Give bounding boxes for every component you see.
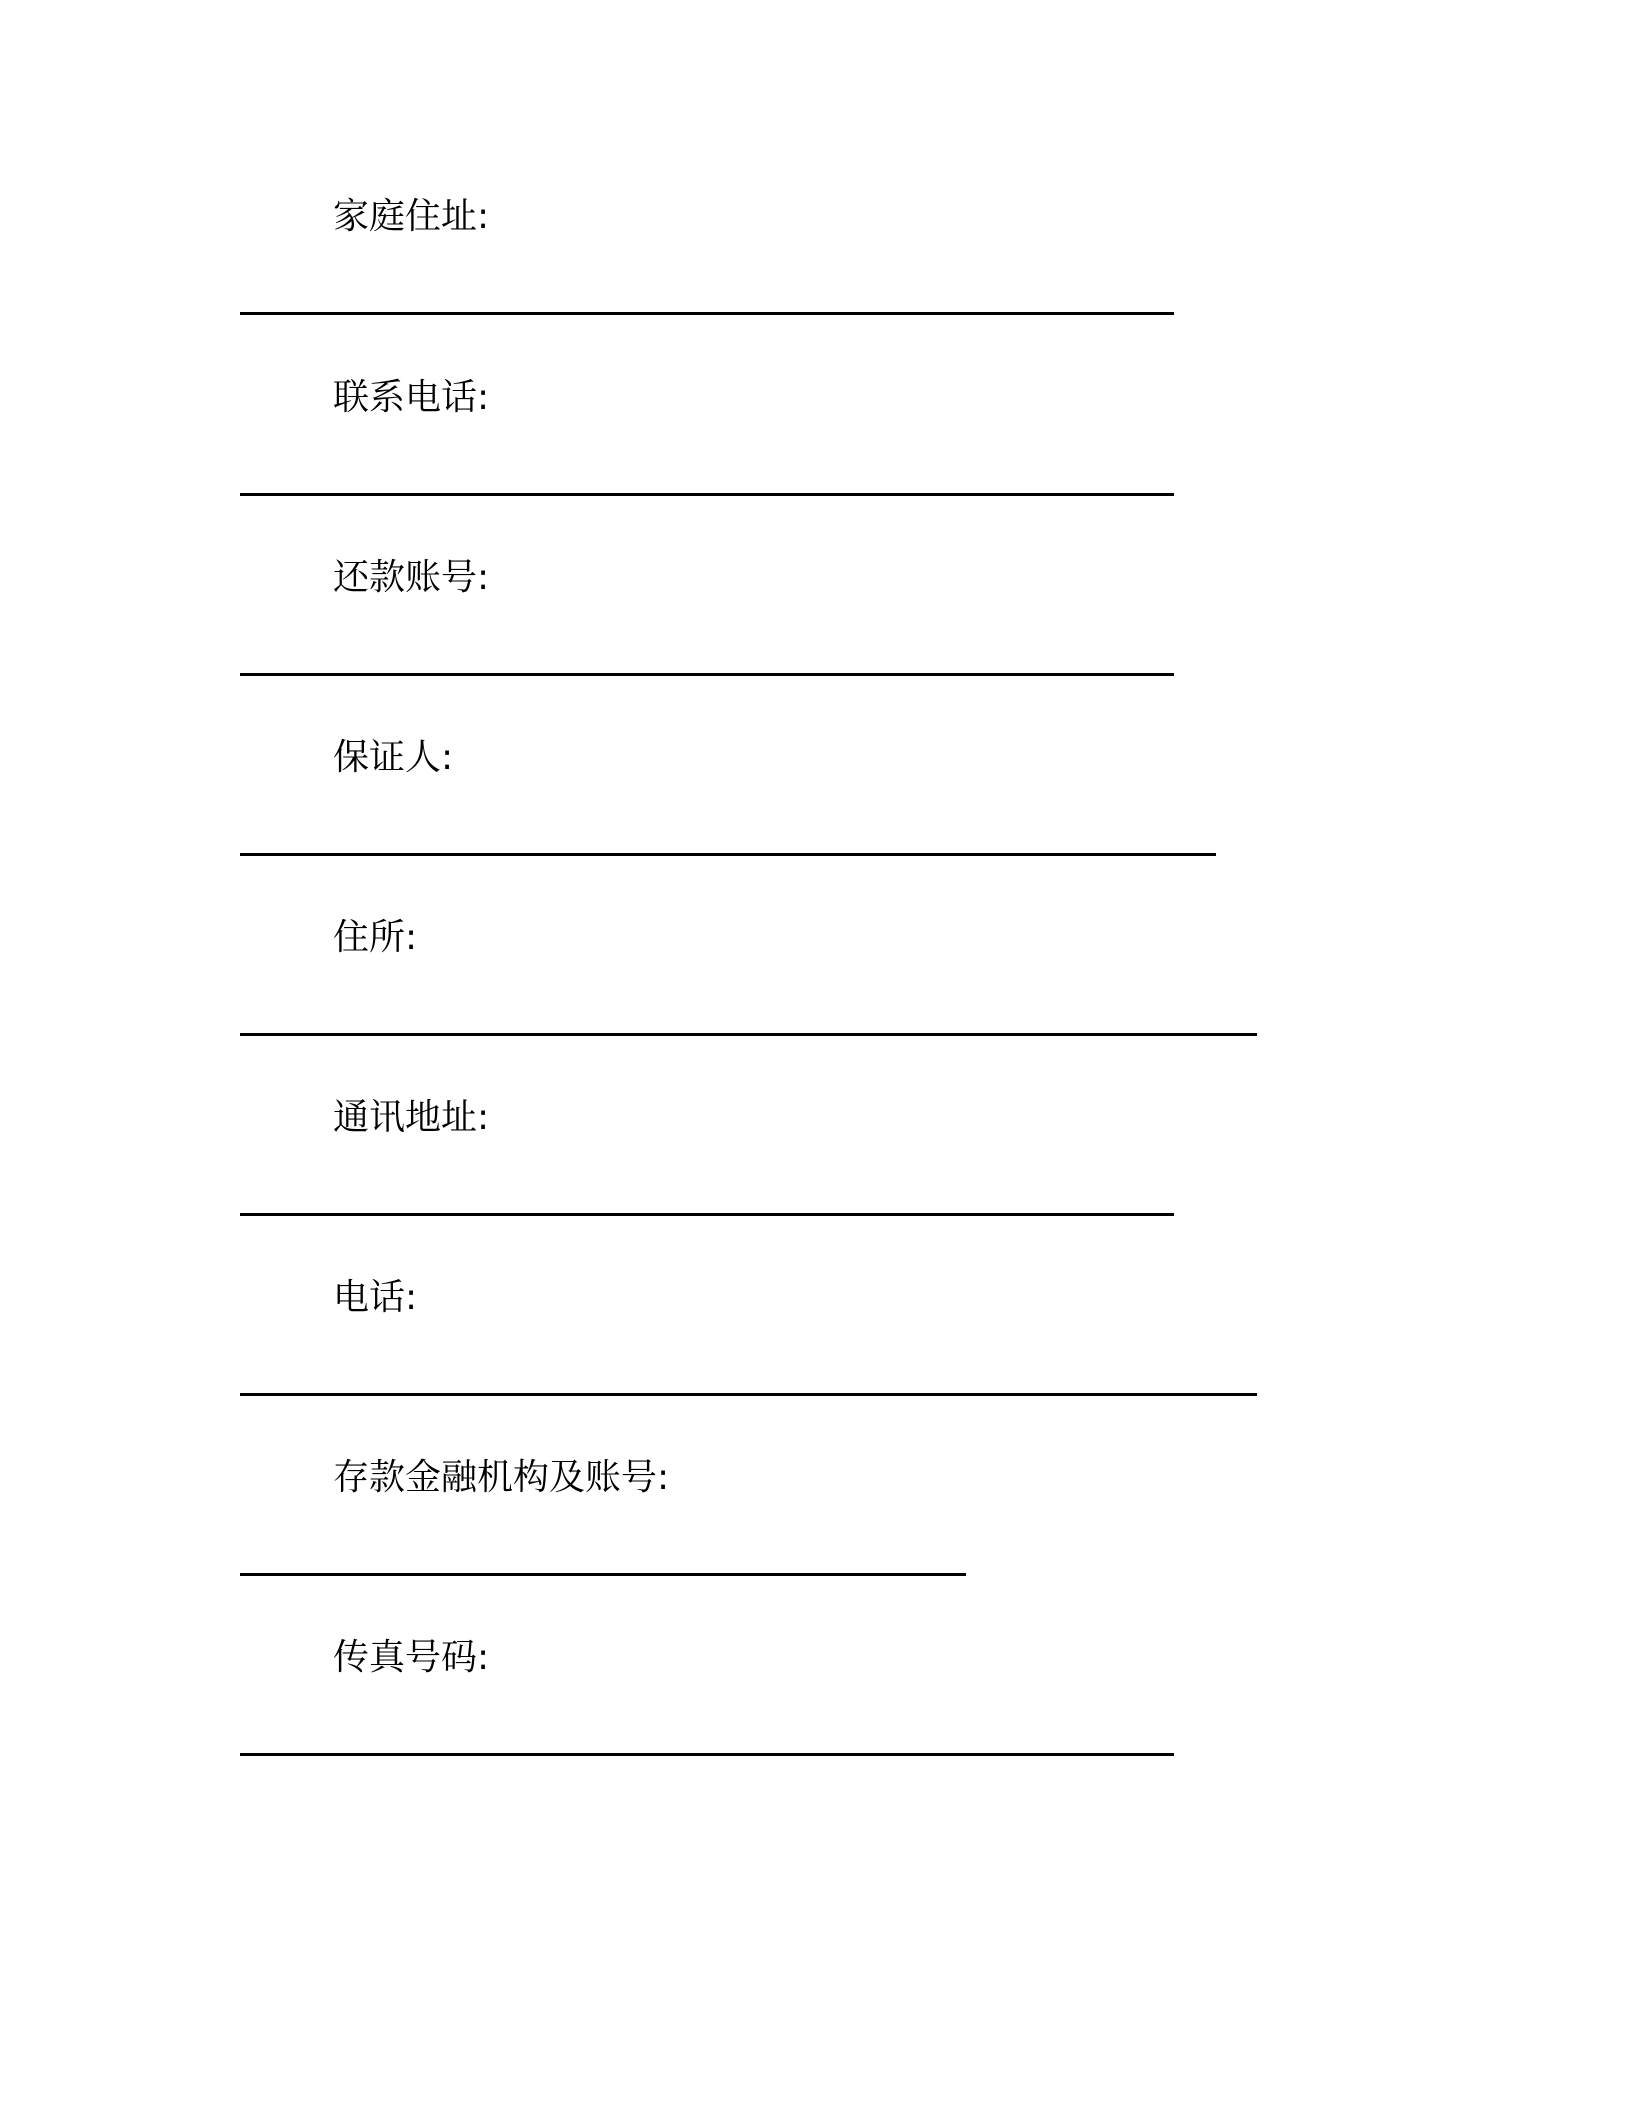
residence-blank-line	[240, 1033, 1257, 1036]
phone-blank-line	[240, 1393, 1257, 1396]
guarantor-blank-line	[240, 853, 1216, 856]
field-label-contact-phone: 联系电话:	[333, 377, 490, 418]
fax-number-blank-line	[240, 1753, 1174, 1756]
mailing-address-blank-line	[240, 1213, 1174, 1216]
deposit-bank-account-blank-line	[240, 1573, 966, 1576]
contact-phone-blank-line	[240, 493, 1174, 496]
field-label-phone: 电话:	[333, 1277, 418, 1318]
field-label-residence: 住所:	[333, 917, 418, 958]
field-label-repayment-account: 还款账号:	[333, 557, 490, 598]
field-label-mailing-address: 通讯地址:	[333, 1097, 490, 1138]
field-label-fax-number: 传真号码:	[333, 1637, 490, 1678]
repayment-account-blank-line	[240, 673, 1174, 676]
field-label-guarantor: 保证人:	[333, 737, 454, 778]
field-label-home-address: 家庭住址:	[333, 196, 490, 237]
home-address-blank-line	[240, 312, 1174, 315]
field-label-deposit-bank-account: 存款金融机构及账号:	[333, 1457, 670, 1498]
